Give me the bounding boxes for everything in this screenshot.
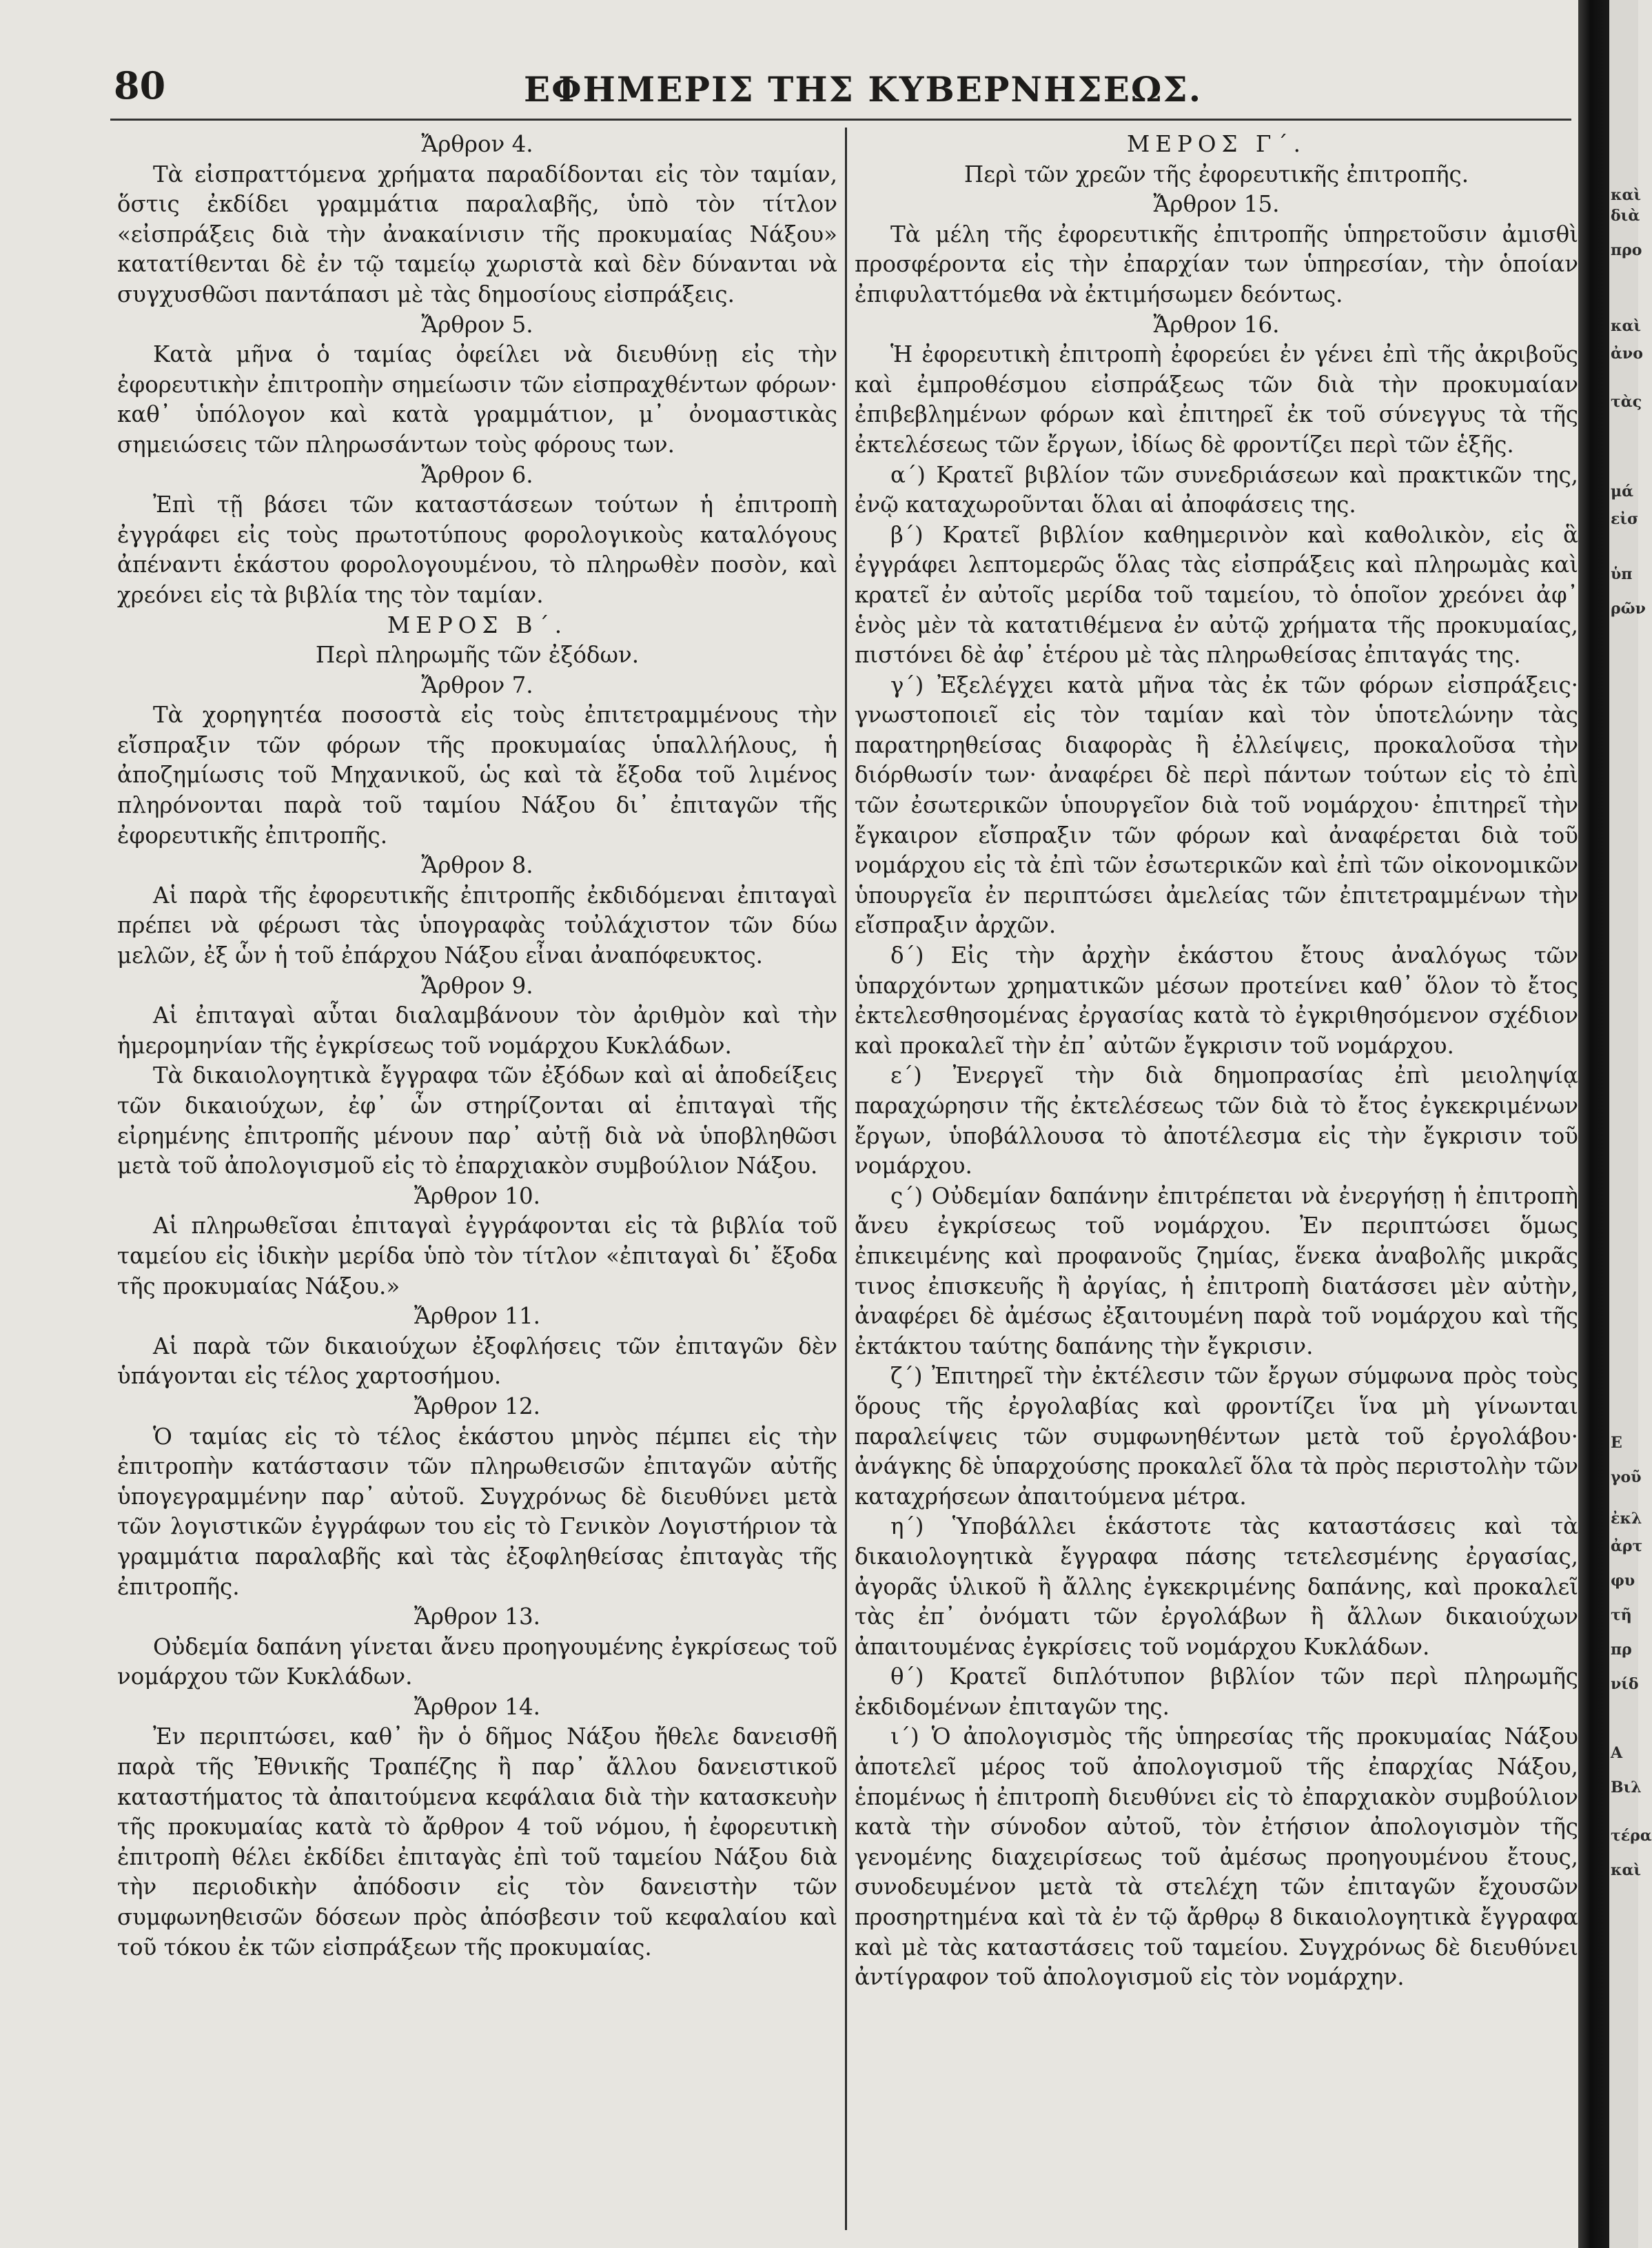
right-article-heading: Ἄρθρον 15. — [1153, 191, 1280, 218]
right-paragraph: β΄) Κρατεῖ βιβλίον καθημερινὸν καὶ καθολικὸν, εἰς ἃ ἐγγράφει λεπτομερῶς ὅλας τὰς εἰσπράξεις καὶ πληρωμὰς καὶ κρατεῖ ἐν αὐτοῖς μερίδα τοῦ ταμείου, τὸ ὁποῖον χρεόνει ἀφ᾽ ἑνὸς μὲν τὰ κατατιθέμενα ἐν αὐτῷ χρήματα τῆς προκυμαίας, πιστόνει δὲ ἀφ᾽ ἑτέρου μὲ τὰς πληρωθείσας ἐπιταγάς της. — [855, 521, 1578, 669]
left-article-heading: Ἄρθρον 14. — [414, 1693, 540, 1720]
left-article-heading: Ἄρθρον 6. — [421, 461, 533, 488]
left-paragraph: Κατὰ μῆνα ὁ ταμίας ὀφείλει νὰ διευθύνῃ εἰς τὴν ἐφορευτικὴν ἐπιτροπὴν σημείωσιν τῶν εἰσπραχθέντων φόρων· καθ᾽ ὑπόλογον καὶ κατὰ γραμμάτιον, μ᾽ ὀνομαστικὰς σημειώσεις τῶν πληρωσάντων τοὺς φόρους των. — [117, 341, 837, 458]
right-column — [855, 130, 1578, 1993]
adjacent-page-fragment: τὰς — [1611, 393, 1642, 411]
left-paragraph: Τὰ δικαιολογητικὰ ἔγγραφα τῶν ἐξόδων καὶ αἱ ἀποδείξεις τῶν δικαιούχων, ἐφ᾽ ὧν στηρίζονται αἱ ἐπιταγαὶ τῆς εἰρημένης ἐπιτροπῆς μένουν παρ᾽ αὐτῇ διὰ νὰ ὑποβληθῶσι μετὰ τοῦ ἀπολογισμοῦ εἰς τὸ ἐπαρχιακὸν συμβούλιον Νάξου. — [117, 1062, 837, 1179]
left-column — [117, 130, 837, 1963]
book-spine-gutter — [1578, 0, 1609, 2248]
adjacent-page-edge — [1609, 0, 1652, 2248]
left-paragraph: Τὰ χορηγητέα ποσοστὰ εἰς τοὺς ἐπιτετραμμένους τὴν εἴσπραξιν τῶν φόρων τῆς προκυμαίας ὑπαλλήλους, ἡ ἀποζημίωσις τοῦ Μηχανικοῦ, ὡς καὶ τὰ ἔξοδα τοῦ λιμένος πληρόνονται παρὰ τοῦ ταμίου Νάξου δι᾽ ἐπιταγῶν τῆς ἐφορευτικῆς ἐπιτροπῆς. — [117, 702, 837, 849]
adjacent-page-fragment: καὶ — [1611, 186, 1642, 204]
adjacent-page-fragment: Ε — [1611, 1434, 1622, 1452]
right-paragraph: ι΄) Ὁ ἀπολογισμὸς τῆς ὑπηρεσίας τῆς προκυμαίας Νάξου ἀποτελεῖ μέρος τοῦ ἀπολογισμοῦ τῆς ἐπαρχίας Νάξου, ἑπομένως ἡ ἐπιτροπὴ διευθύνει εἰς τὸ ἐπαρχιακὸν συμβούλιον κατὰ τὴν σύνοδον αὐτοῦ, τὸν ἐτήσιον ἀπολογισμὸν τῆς γενομένης διαχειρίσεως τοῦ ἀμέσως προηγουμένου ἔτους, συνοδευμένον μετὰ τὰ στελέχη τῶν ἐπιταγῶν ἔχουσῶν προσηρτημένα καὶ τὰ ἐν τῷ ἄρθρῳ 8 δικαιολογητικὰ ἔγγραφα καὶ μὲ τὰς καταστάσεις τοῦ ταμείου. Συγχρόνως δὲ διευθύνει ἀντίγραφον τοῦ ἀπολογισμοῦ εἰς τὸν νομάρχην. — [855, 1723, 1578, 1991]
left-article-heading: Ἄρθρον 4. — [421, 131, 533, 157]
page-number: 80 — [114, 63, 166, 108]
left-article-heading: Ἄρθρον 8. — [421, 852, 533, 879]
adjacent-page-fragment: ὑπ — [1611, 565, 1633, 583]
left-paragraph: Ἐπὶ τῇ βάσει τῶν καταστάσεων τούτων ἡ ἐπιτροπὴ ἐγγράφει εἰς τοὺς πρωτοτύπους φορολογικοὺς καταλόγους ἀπέναντι ἑκάστου φορολογουμένου, τὸ πληρωθὲν ποσὸν, καὶ χρεόνει εἰς τὰ βιβλία της τὸν ταμίαν. — [117, 492, 837, 608]
left-article-heading: Ἄρθρον 10. — [414, 1182, 540, 1209]
adjacent-page-fragment: εἰσ — [1611, 510, 1639, 528]
adjacent-page-fragment: τέρα — [1611, 1827, 1652, 1845]
right-section-heading: ΜΕΡΟΣ Γ΄. — [1127, 131, 1306, 157]
adjacent-page-fragment: ἐκλ — [1611, 1510, 1642, 1528]
left-section-subtitle: Περὶ πληρωμῆς τῶν ἐξόδων. — [315, 642, 640, 669]
left-paragraph: Αἱ παρὰ τῆς ἐφορευτικῆς ἐπιτροπῆς ἐκδιδόμεναι ἐπιταγαὶ πρέπει νὰ φέρωσι τὰς ὑπογραφὰς τοὐλάχιστον τῶν δύω μελῶν, ἐξ ὧν ἡ τοῦ ἐπάρχου Νάξου εἶναι ἀναπόφευκτος. — [117, 882, 837, 969]
right-paragraph: ζ΄) Ἐπιτηρεῖ τὴν ἐκτέλεσιν τῶν ἔργων σύμφωνα πρὸς τοὺς ὅρους τῆς ἐργολαβίας καὶ φροντίζει ἵνα μὴ γίνωνται παραλείψεις τῶν συμφωνηθέντων μετὰ τοῦ ἐργολάβου· ἀνάγκης δὲ ὑπαρχούσης προκαλεῖ ὅλα τὰ πρὸς περιστολὴν τῶν καταχρήσεων ἀπαιτούμενα μέτρα. — [855, 1363, 1578, 1510]
right-paragraph: θ΄) Κρατεῖ διπλότυπον βιβλίον τῶν περὶ πληρωμῆς ἐκδιδομένων ἐπιταγῶν της. — [855, 1663, 1578, 1720]
left-article-heading: Ἄρθρον 12. — [414, 1393, 540, 1419]
left-paragraph: Ὁ ταμίας εἰς τὸ τέλος ἑκάστου μηνὸς πέμπει εἰς τὴν ἐπιτροπὴν κατάστασιν τῶν πληρωθεισῶν ἐπιταγῶν αὐτῆς ὑπογεγραμμένην παρ᾽ αὐτοῦ. Συγχρόνως δὲ διευθύνει μετὰ τῶν λογιστικῶν ἐγγράφων του εἰς τὸ Γενικὸν Λογιστήριον τὰ γραμμάτια παραλαβῆς καὶ τὰς ἐξοφληθείσας ἐπιταγὰς τῆς ἐπιτροπῆς. — [117, 1423, 837, 1600]
left-paragraph: Οὐδεμία δαπάνη γίνεται ἄνευ προηγουμένης ἐγκρίσεως τοῦ νομάρχου τῶν Κυκλάδων. — [117, 1633, 837, 1690]
left-section-heading: ΜΕΡΟΣ Β΄. — [387, 611, 568, 638]
right-paragraph: α΄) Κρατεῖ βιβλίον τῶν συνεδριάσεων καὶ πρακτικῶν της, ἐνῷ καταχωροῦνται ὅλαι αἱ ἀποφάσεις της. — [855, 461, 1578, 518]
adjacent-page-fragment: Α — [1611, 1744, 1623, 1762]
right-paragraph: ς΄) Οὐδεμίαν δαπάνην ἐπιτρέπεται νὰ ἐνεργήσῃ ἡ ἐπιτροπὴ ἄνευ ἐγκρίσεως τοῦ νομάρχου. Ἐν περιπτώσει ὅμως ἐπικειμένης καὶ προφανοῦς ζημίας, ἕνεκα ἀναβολῆς μικρᾶς τινος ἐπισκευῆς ἢ ἀργίας, ἡ ἐπιτροπὴ διατάσσει μὲν αὐτὴν, ἀναφέρει δὲ ἀμέσως ἐξαιτουμένη παρὰ τοῦ νομάρχου καὶ τῆς ἐκτάκτου ταύτης δαπάνης τὴν ἔγκρισιν. — [855, 1182, 1578, 1359]
adjacent-page-fragment: προ — [1611, 241, 1642, 259]
adjacent-page-fragment: τῆ — [1611, 1606, 1632, 1624]
left-paragraph: Αἱ πληρωθεῖσαι ἐπιταγαὶ ἐγγράφονται εἰς τὰ βιβλία τοῦ ταμείου εἰς ἰδικὴν μερίδα ὑπὸ τὸν τίτλον «ἐπιταγαὶ δι᾽ ἔξοδα τῆς προκυμαίας Νάξου.» — [117, 1213, 837, 1299]
running-title: ΕΦΗΜΕΡΙΣ ΤΗΣ ΚΥΒΕΡΝΗΣΕΩΣ. — [524, 69, 1203, 110]
right-paragraph: Ἡ ἐφορευτικὴ ἐπιτροπὴ ἐφορεύει ἐν γένει ἐπὶ τῆς ἀκριβοῦς καὶ ἐμπροθέσμου εἰσπράξεως τῶν διὰ τὴν προκυμαίαν ἐπιβεβλημένων φόρων καὶ ἐπιτηρεῖ ἐκ τοῦ σύνεγγυς τὰ τῆς ἐκτελέσεως τῶν ἔργων, ἰδίως δὲ φροντίζει περὶ τῶν ἑξῆς. — [855, 341, 1578, 458]
left-paragraph: Αἱ ἐπιταγαὶ αὗται διαλαμβάνουν τὸν ἀριθμὸν καὶ τὴν ἡμερομηνίαν τῆς ἐγκρίσεως τοῦ νομάρχου Κυκλάδων. — [117, 1002, 837, 1059]
adjacent-page-fragment: ρῶν — [1611, 600, 1646, 618]
left-paragraph: Ἐν περιπτώσει, καθ᾽ ἣν ὁ δῆμος Νάξου ἤθελε δανεισθῆ παρὰ τῆς Ἐθνικῆς Τραπέζης ἢ παρ᾽ ἄλλου δανειστικοῦ καταστήματος τὰ ἀπαιτούμενα κεφάλαια διὰ τὴν κατασκευὴν τῆς προκυμαίας κατὰ τὸ ἄρθρον 4 τοῦ νόμου, ἡ ἐφορευτικὴ ἐπιτροπὴ θέλει ἐκδίδει ἐπιταγὰς ἐπὶ τοῦ ταμείου Νάξου διὰ τὴν περιοδικὴν ἀπόδοσιν εἰς τὸν δανειστὴν τῶν συμφωνηθεισῶν δόσεων πρὸς ἀπόσβεσιν τοῦ κεφαλαίου καὶ τοῦ τόκου ἐκ τῶν εἰσπράξεων τῆς προκυμαίας. — [117, 1723, 837, 1961]
right-paragraph: γ΄) Ἐξελέγχει κατὰ μῆνα τὰς ἐκ τῶν φόρων εἰσπράξεις· γνωστοποιεῖ εἰς τὸν ταμίαν καὶ τὸν ὑποτελώνην τὰς παρατηρηθείσας διαφορὰς ἢ ἐλλείψεις, προκαλοῦσα τὴν διόρθωσίν των· ἀναφέρει δὲ περὶ πάντων τούτων εἰς τὸ ἐπὶ τῶν ἐσωτερικῶν ὑπουργεῖον διὰ τοῦ νομάρχου· ἐπιτηρεῖ τὴν ἔγκαιρον εἴσπραξιν τῶν φόρων καὶ ἀναφέρεται διὰ τοῦ νομάρχου εἰς τὰ ἐπὶ τῶν ἐσωτερικῶν καὶ ἐπὶ τῶν οἰκονομικῶν ὑπουργεῖα ἐν περιπτώσει ἀμελείας τῶν ἐπιτετραμμένων τὴν εἴσπραξιν ἀρχῶν. — [855, 671, 1578, 939]
adjacent-page-fragment: καὶ — [1611, 1861, 1642, 1879]
adjacent-page-fragment: ἀνο — [1611, 345, 1643, 363]
right-article-heading: Ἄρθρον 16. — [1153, 311, 1280, 338]
left-paragraph: Αἱ παρὰ τῶν δικαιούχων ἐξοφλήσεις τῶν ἐπιταγῶν δὲν ὑπάγονται εἰς τέλος χαρτοσήμου. — [117, 1333, 837, 1390]
left-article-heading: Ἄρθρον 9. — [421, 972, 533, 999]
left-article-heading: Ἄρθρον 7. — [421, 671, 533, 698]
right-section-subtitle: Περὶ τῶν χρεῶν τῆς ἐφορευτικῆς ἐπιτροπῆς. — [963, 161, 1469, 188]
right-paragraph: η΄) Ὑποβάλλει ἑκάστοτε τὰς καταστάσεις καὶ τὰ δικαιολογητικὰ ἔγγραφα πάσης τετελεσμένης ἐργασίας, ἀγορᾶς ὑλικοῦ ἢ ἄλλης ἐγκεκριμένης δαπάνης, καὶ προκαλεῖ τὰς ἐπ᾽ ὀνόματι τῶν ἐργολάβων ἢ ἄλλων δικαιούχων ἀπαιτουμένας ἐγκρίσεις τοῦ νομάρχου Κυκλάδων. — [855, 1513, 1578, 1660]
adjacent-page-fragment: μά — [1611, 483, 1634, 500]
adjacent-page-fragment: νίδ — [1611, 1675, 1639, 1693]
adjacent-page-fragment: γοῦ — [1611, 1468, 1642, 1486]
left-article-heading: Ἄρθρον 13. — [414, 1603, 540, 1630]
header-rule — [110, 119, 1571, 121]
left-article-heading: Ἄρθρον 11. — [414, 1303, 540, 1330]
right-paragraph: δ΄) Εἰς τὴν ἀρχὴν ἑκάστου ἔτους ἀναλόγως τῶν ὑπαρχόντων χρηματικῶν μέσων προτείνει καθ᾽ ὅλον τὸ ἔτος ἐκτελεσθησομένας ἐργασίας κατὰ τὸ ἐγκριθησόμενον σχέδιον καὶ προκαλεῖ τὴν ἐπ᾽ αὐτῶν ἔγκρισιν τοῦ νομάρχου. — [855, 942, 1578, 1059]
adjacent-page-fragment: πρ — [1611, 1641, 1632, 1659]
right-paragraph: ε΄) Ἐνεργεῖ τὴν διὰ δημοπρασίας ἐπὶ μειοληψίᾳ παραχώρησιν τῆς ἐκτελέσεως τῶν διὰ τὸ ἔτος ἐγκεκριμένων ἔργων, ὑποβάλλουσα τὸ ἀποτέλεσμα εἰς τὴν ἔγκρισιν τοῦ νομάρχου. — [855, 1062, 1578, 1179]
adjacent-page-fragment: φυ — [1611, 1572, 1635, 1590]
left-article-heading: Ἄρθρον 5. — [421, 311, 533, 338]
adjacent-page-fragment: ἀρτ — [1611, 1537, 1643, 1555]
right-paragraph: Τὰ μέλη τῆς ἐφορευτικῆς ἐπιτροπῆς ὑπηρετοῦσιν ἀμισθὶ προσφέροντα εἰς τὴν ἐπαρχίαν των ὑπηρεσίαν, τὴν ὁποίαν ἐπιφυλαττόμεθα νὰ ἐκτιμήσωμεν δεόντως. — [855, 221, 1578, 307]
left-paragraph: Τὰ εἰσπραττόμενα χρήματα παραδίδονται εἰς τὸν ταμίαν, ὅστις ἐκδίδει γραμμάτια παραλαβῆς, ὑπὸ τὸν τίτλον «εἰσπράξεις διὰ τὴν ἀνακαίνισιν τῆς προκυμαίας Νάξου» κατατίθενται δὲ ἐν τῷ ταμείῳ χωριστὰ καὶ δὲν δύνανται νὰ συγχυσθῶσι παντάπασι μὲ τὰς δημοσίους εἰσπράξεις. — [117, 161, 837, 307]
adjacent-page-fragment: διὰ — [1611, 207, 1640, 225]
adjacent-page-fragment: Βιλ — [1611, 1779, 1642, 1796]
column-divider — [845, 128, 847, 2230]
adjacent-page-fragment: καὶ — [1611, 317, 1642, 335]
